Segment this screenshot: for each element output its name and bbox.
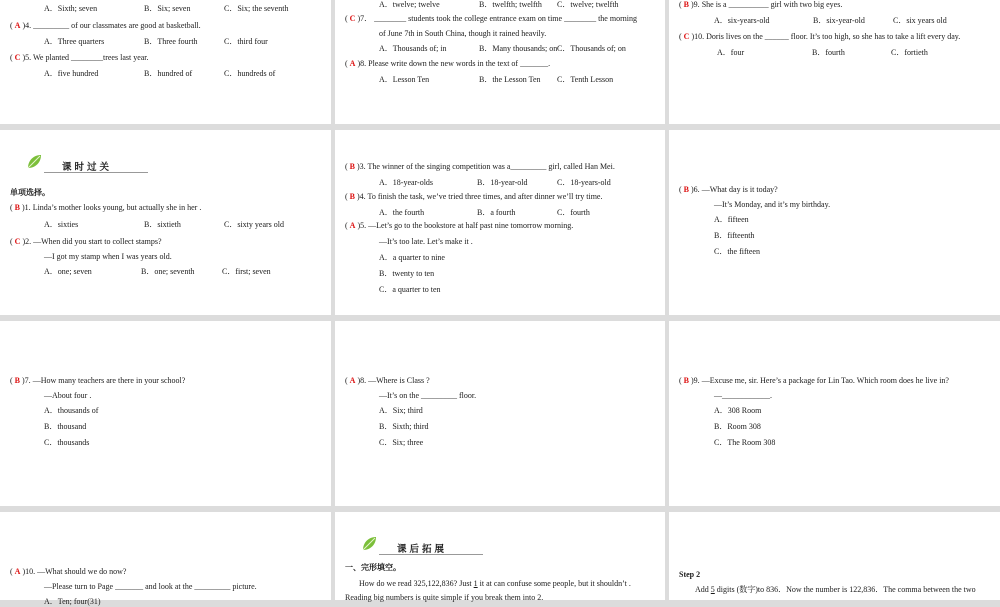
- question-6: [679, 185, 778, 195]
- q7-option-a: A．Thousands of; in: [379, 44, 447, 53]
- paren: (: [679, 32, 682, 41]
- question-text: The winner of the singing competition was a_________ girl, called Han Mei.: [367, 162, 615, 171]
- paren: (: [10, 237, 13, 246]
- question-9: [679, 0, 842, 10]
- question-text: To finish the task, we’ve tried three times, and after dinner we’ll try time.: [367, 192, 603, 201]
- page-panel-12: [669, 512, 1000, 600]
- q10-option-a: A．Ten; four(31): [44, 597, 101, 606]
- question-10: [679, 32, 960, 42]
- q3-option-b: B．Six; seven: [144, 4, 191, 13]
- page-panel-9: [669, 321, 1000, 506]
- question-8: [345, 376, 430, 386]
- heading-underline: [379, 554, 483, 555]
- section-instruction: 一、完形填空。: [345, 563, 401, 572]
- q8-option-c: C．Tenth Lesson: [557, 75, 614, 84]
- question-number: )8.: [357, 59, 367, 68]
- q4-option-c: C．third four: [224, 37, 268, 46]
- q5-option-b: B．hundred of: [144, 69, 193, 78]
- q9-option-c: C．six years old: [893, 16, 947, 25]
- q1-option-b: B．sixtieth: [144, 220, 181, 229]
- answer-mark: A: [349, 221, 356, 230]
- q4-option-b: B．a fourth: [477, 208, 516, 217]
- question-text: Please write down the new words in the text of _______.: [368, 59, 551, 68]
- q2-option-a: A．one; seven: [44, 267, 92, 276]
- answer-mark: C: [14, 237, 21, 246]
- blank-number: 1: [473, 579, 478, 588]
- q4-option-a: A．Three quarters: [44, 37, 105, 46]
- page-panel-8: [335, 321, 665, 506]
- question-5: [10, 53, 149, 63]
- answer-mark: A: [349, 59, 356, 68]
- question-text: Linda’s mother looks young, but actually she in her .: [32, 203, 202, 212]
- q3-option-b: B．18-year-old: [477, 178, 528, 187]
- q5-option-a: A．five hundred: [44, 69, 99, 78]
- q9-option-c: C．The Room 308: [714, 438, 776, 447]
- paren: (: [345, 376, 348, 385]
- question-number: )3.: [357, 162, 366, 171]
- q8-option-b: B．the Lesson Ten: [479, 75, 541, 84]
- question-number: )5.: [357, 221, 367, 230]
- q10-option-a: A．four: [717, 48, 745, 57]
- section-instruction: 单项选择。: [10, 188, 50, 197]
- answer-mark: B: [349, 162, 356, 171]
- question-6-reply: —It’s Monday, and it’s my birthday.: [714, 200, 831, 209]
- question-text: —What day is it today?: [701, 185, 778, 194]
- paren: (: [345, 14, 348, 23]
- q9-option-a: A．six-years-old: [714, 16, 770, 25]
- passage-text: Add: [695, 585, 711, 594]
- answer-mark: C: [683, 32, 690, 41]
- answer-mark: A: [349, 376, 356, 385]
- passage-line-2: Reading big numbers is quite simple if you break them into 2.: [345, 593, 544, 602]
- paren: (: [345, 192, 348, 201]
- question-number: )8.: [357, 376, 367, 385]
- page-panel-11: [335, 512, 665, 600]
- q5-option-a: A．a quarter to nine: [379, 253, 445, 262]
- question-text: —When did you start to collect stamps?: [33, 237, 162, 246]
- page-panel-1: [0, 0, 331, 124]
- answer-mark: C: [349, 14, 356, 23]
- paren: (: [10, 53, 13, 62]
- question-5: [345, 221, 573, 231]
- answer-mark: A: [14, 567, 21, 576]
- answer-mark: A: [14, 21, 21, 30]
- leaf-icon: [26, 154, 42, 170]
- q5-option-b: B．twenty to ten: [379, 269, 435, 278]
- paren: (: [345, 162, 348, 171]
- step-text: [695, 584, 976, 595]
- q3-option-a: A．Sixth; seven: [44, 4, 98, 13]
- question-number: )6.: [691, 185, 700, 194]
- question-4: [10, 21, 201, 31]
- passage-text: digits (数字)to 836．Now the number is 122,836．The comma between the two: [714, 585, 976, 594]
- passage-text: it at can confuse some people, but it shouldn’t .: [477, 579, 631, 588]
- page-panel-7: [0, 321, 331, 506]
- q6-option-c: C．twelve; twelfth: [557, 0, 619, 9]
- q6-option-a: A．twelve; twelve: [379, 0, 440, 9]
- question-number: )10.: [22, 567, 36, 576]
- q6-option-b: B．twelfth; twelfth: [479, 0, 542, 9]
- question-10-reply: —Please turn to Page _______ and look at the _________ picture.: [44, 582, 257, 591]
- q1-option-a: A．sixties: [44, 220, 79, 229]
- q8-option-a: A．Lesson Ten: [379, 75, 430, 84]
- question-7-continued: of June 7th in South China, though it rained heavily.: [379, 29, 547, 38]
- q7-option-b: B．Many thousands; on: [479, 44, 558, 53]
- q10-option-c: C．fortieth: [891, 48, 928, 57]
- question-5-reply: —It’s too late. Let’s make it .: [379, 237, 473, 246]
- q2-option-c: C．first; seven: [222, 267, 271, 276]
- q5-option-c: C．a quarter to ten: [379, 285, 441, 294]
- question-text: _________ of our classmates are good at basketball.: [33, 21, 201, 30]
- question-8: [345, 59, 550, 69]
- question-4: [345, 192, 602, 202]
- answer-mark: B: [349, 192, 356, 201]
- paren: (: [345, 59, 348, 68]
- question-text: —Excuse me, sir. Here’s a package for Lin Tao. Which room does he live in?: [701, 376, 949, 385]
- page-panel-3: [669, 0, 1000, 124]
- q3-option-c: C．18-years-old: [557, 178, 611, 187]
- answer-mark: B: [14, 203, 21, 212]
- question-number: )1.: [22, 203, 31, 212]
- heading-underline: [44, 172, 148, 173]
- paren: (: [679, 0, 682, 9]
- question-text: —How many teachers are there in your school?: [32, 376, 186, 385]
- question-number: )5.: [22, 53, 32, 62]
- q10-option-b: B．fourth: [812, 48, 845, 57]
- question-number: )10.: [691, 32, 705, 41]
- answer-mark: C: [14, 53, 21, 62]
- question-3: [345, 162, 615, 172]
- q4-option-b: B．Three fourth: [144, 37, 198, 46]
- q7-option-b: B．thousand: [44, 422, 87, 431]
- question-text: We planted ________trees last year.: [32, 53, 149, 62]
- q6-option-b: B．fifteenth: [714, 231, 755, 240]
- q4-option-c: C．fourth: [557, 208, 590, 217]
- answer-mark: B: [14, 376, 21, 385]
- page-panel-4: [0, 130, 331, 315]
- question-number: )7.: [22, 376, 31, 385]
- question-7-reply: —About four .: [44, 391, 92, 400]
- q8-option-b: B．Sixth; third: [379, 422, 429, 431]
- paren: (: [10, 203, 13, 212]
- question-2-reply: —I got my stamp when I was years old.: [44, 252, 172, 261]
- q6-option-a: A．fifteen: [714, 215, 749, 224]
- q6-option-c: C．the fifteen: [714, 247, 760, 256]
- q8-option-c: C．Six; three: [379, 438, 424, 447]
- paren: (: [10, 376, 13, 385]
- question-text: —Let’s go to the bookstore at half past nine tomorrow morning.: [368, 221, 574, 230]
- question-8-reply: —It’s on the _________ floor.: [379, 391, 477, 400]
- question-number: )4.: [357, 192, 366, 201]
- q3-option-a: A．18-year-olds: [379, 178, 434, 187]
- q8-option-a: A．Six; third: [379, 406, 423, 415]
- question-number: )9.: [691, 0, 700, 9]
- question-text: —What should we do now?: [37, 567, 127, 576]
- leaf-icon: [361, 536, 377, 552]
- section-heading: 课后拓展: [397, 545, 448, 555]
- paren: (: [679, 376, 682, 385]
- section-heading: 课时过关: [62, 163, 113, 173]
- q3-option-c: C．Six; the seventh: [224, 4, 289, 13]
- q7-option-c: C．thousands: [44, 438, 90, 447]
- q5-option-c: C．hundreds of: [224, 69, 276, 78]
- question-text: She is a __________ girl with two big eyes.: [701, 0, 843, 9]
- q9-option-b: B．Room 308: [714, 422, 761, 431]
- q9-option-a: A．308 Room: [714, 406, 762, 415]
- page-panel-5: [335, 130, 665, 315]
- q7-option-c: C．Thousands of; on: [557, 44, 626, 53]
- question-number: )7．: [357, 14, 373, 23]
- page-panel-10: [0, 512, 331, 606]
- paren: (: [345, 221, 348, 230]
- question-text: ________ students took the college entrance exam on time ________ the morning: [374, 14, 637, 23]
- question-text: —Where is Class ?: [368, 376, 430, 385]
- question-number: )2.: [22, 237, 32, 246]
- passage-text: How do we read 325,122,836? Just: [359, 579, 474, 588]
- answer-mark: B: [683, 376, 690, 385]
- paren: (: [679, 185, 682, 194]
- question-9-reply: —____________.: [714, 391, 772, 400]
- q9-option-b: B．six-year-old: [813, 16, 865, 25]
- q2-option-b: B．one; seventh: [141, 267, 195, 276]
- question-number: )9.: [691, 376, 700, 385]
- question-number: )4.: [22, 21, 32, 30]
- step-heading: Step 2: [679, 570, 701, 579]
- blank-number: 5: [710, 585, 715, 594]
- answer-mark: B: [683, 0, 690, 9]
- question-text: Doris lives on the ______ floor. It’s too high, so she has to take a lift every day.: [706, 32, 961, 41]
- q1-option-c: C．sixty years old: [224, 220, 284, 229]
- q7-option-a: A．thousands of: [44, 406, 99, 415]
- paren: (: [10, 21, 13, 30]
- question-9: [679, 376, 949, 386]
- question-1: [10, 203, 201, 213]
- passage-line-1: [359, 578, 631, 589]
- question-7: [345, 14, 637, 24]
- answer-mark: B: [683, 185, 690, 194]
- page-panel-6: [669, 130, 1000, 315]
- question-10: [10, 567, 126, 577]
- q4-option-a: A．the fourth: [379, 208, 425, 217]
- question-7: [10, 376, 185, 386]
- paren: (: [10, 567, 13, 576]
- question-2: [10, 237, 162, 247]
- page-panel-2: [335, 0, 665, 124]
